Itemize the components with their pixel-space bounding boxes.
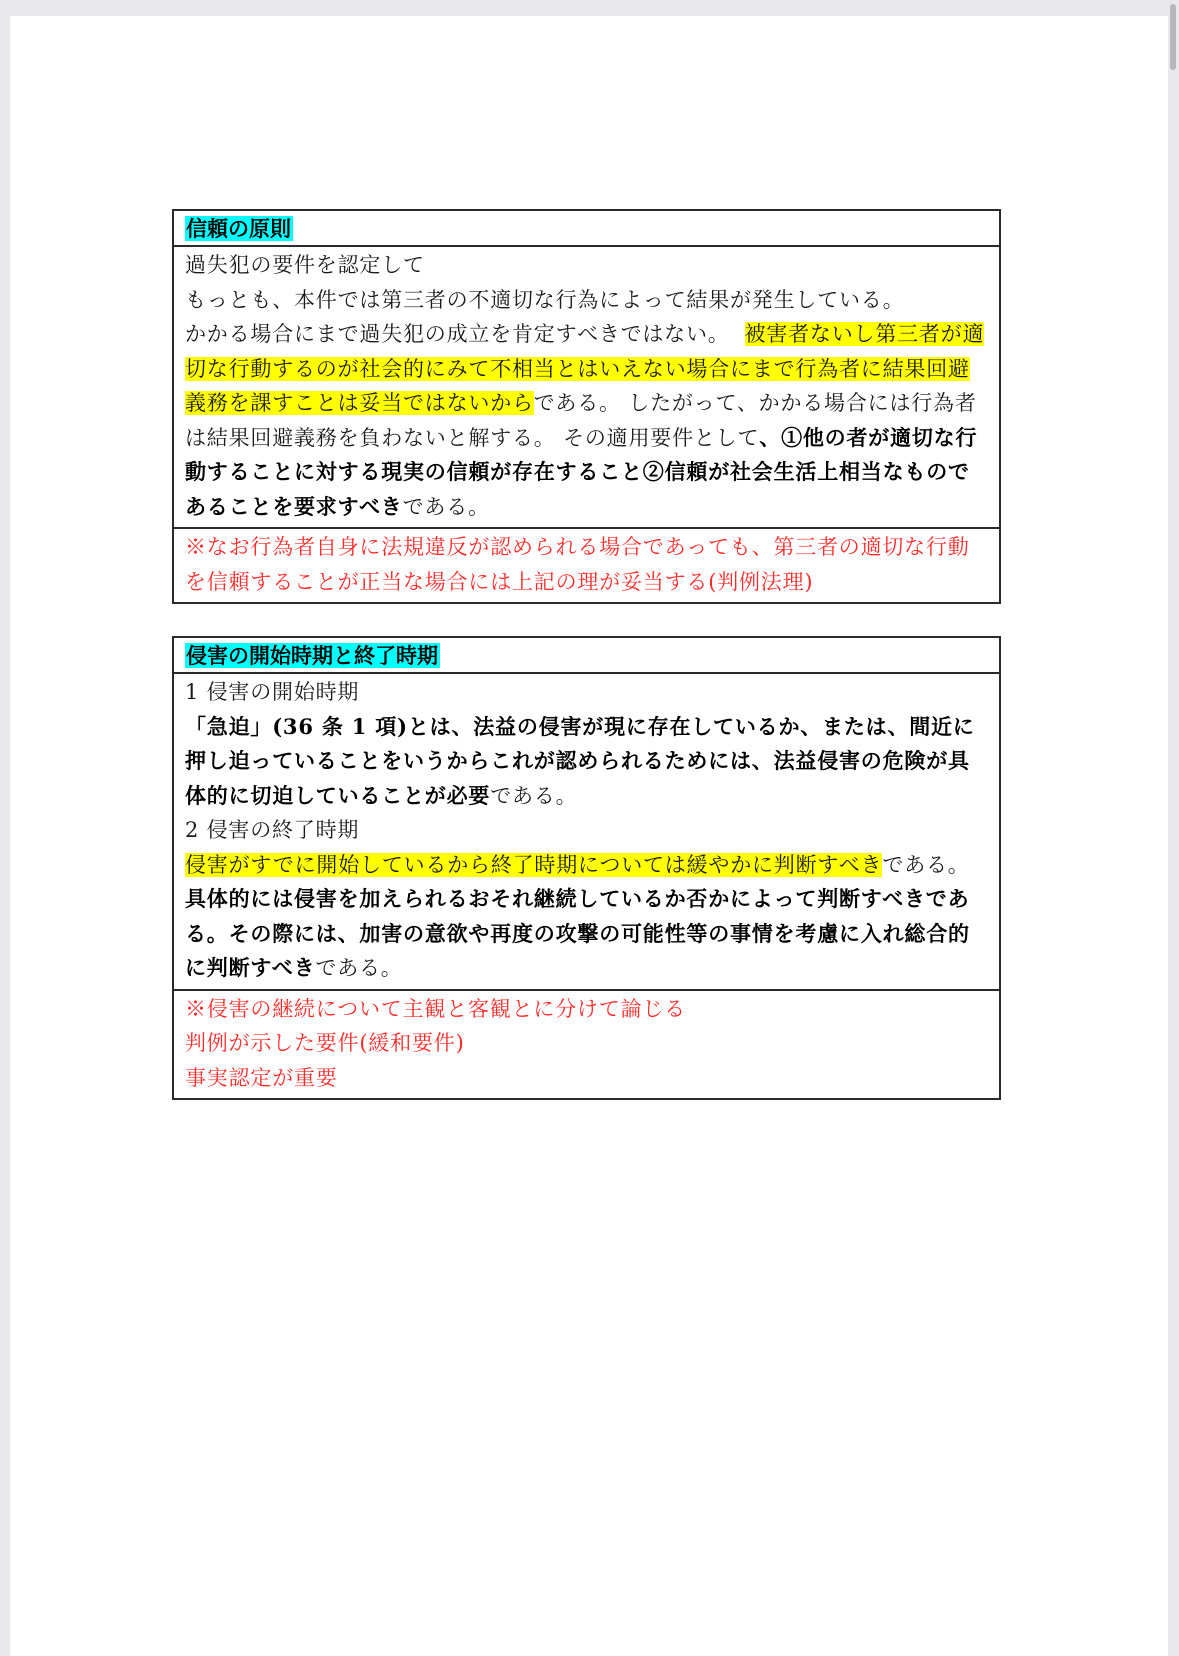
plain-text: である。 したがって、かかる場合には行為者は結果回避義務を負わないと解する。 その適用要件として bbox=[185, 391, 977, 450]
highlighted-text: 侵害がすでに開始しているから終了時期については緩やかに判断すべき bbox=[185, 852, 883, 877]
body-paragraph bbox=[185, 710, 988, 814]
plain-text: かかる場合にまで過失犯の成立を肯定すべきではない。 bbox=[185, 322, 730, 346]
body-paragraph bbox=[185, 317, 988, 524]
section-title-row bbox=[174, 638, 999, 672]
bold-text: 具体的には侵害を加えられるおそれ継続しているか否かによって判断すべきである。その際には、加害の意欲や再度の攻撃の可能性等の事情を考慮に入れ総合的に判断すべき bbox=[185, 886, 970, 980]
plain-text: である。 bbox=[402, 494, 490, 519]
section-body bbox=[174, 245, 999, 527]
plain-text: である。 bbox=[490, 783, 578, 808]
section-box-trust-principle bbox=[172, 209, 1001, 604]
note-text: ※なお行為者自身に法規違反が認められる場合であっても、第三者の適切な行動を信頼することが正当な場合には上記の理が妥当する(判例法理) bbox=[185, 535, 970, 594]
section-title: 侵害の開始時期と終了時期 bbox=[186, 643, 438, 668]
section-title: 信頼の原則 bbox=[186, 216, 291, 241]
body-paragraph bbox=[185, 848, 988, 986]
bold-text: 、①他の者が適切な行動することに対する現実の信頼が存在すること②信頼が社会生活上相当なものであることを要求すべき bbox=[185, 424, 978, 519]
section-note bbox=[174, 989, 999, 1099]
body-line: もっとも、本件では第三者の不適切な行為によって結果が発生している。 bbox=[185, 287, 905, 312]
body-line: 過失犯の要件を認定して bbox=[185, 253, 425, 277]
note-text: 事実認定が重要 bbox=[185, 1065, 338, 1090]
subheading: 1 侵害の開始時期 bbox=[185, 680, 360, 704]
section-body bbox=[174, 672, 999, 989]
scrollbar-thumb[interactable] bbox=[1170, 4, 1176, 70]
section-box-infringement-timing bbox=[172, 636, 1001, 1100]
highlighted-text: 被害者ないし第三者が適切な行動するのが社会的にみて不相当とはいえない場合にまで行為者に結果回避義務を課すことは妥当ではないから bbox=[185, 322, 985, 415]
subheading: 2 侵害の終了時期 bbox=[185, 818, 360, 842]
plain-text: である。 bbox=[315, 956, 403, 980]
bold-text: 「急迫」(36 条 1 項)とは、法益の侵害が現に存在しているか、または、間近に押し迫っていることをいうからこれが認められるためには、法益侵害の危険が具体的に切迫していることが必要 bbox=[185, 713, 975, 808]
section-note bbox=[174, 527, 999, 602]
section-title-row bbox=[174, 211, 999, 245]
plain-text: である。 bbox=[882, 852, 970, 877]
note-text: 判例が示した要件(緩和要件) bbox=[185, 1031, 465, 1055]
document-page bbox=[10, 16, 1168, 1656]
note-text: ※侵害の継続について主観と客観とに分けて論じる bbox=[185, 996, 686, 1021]
